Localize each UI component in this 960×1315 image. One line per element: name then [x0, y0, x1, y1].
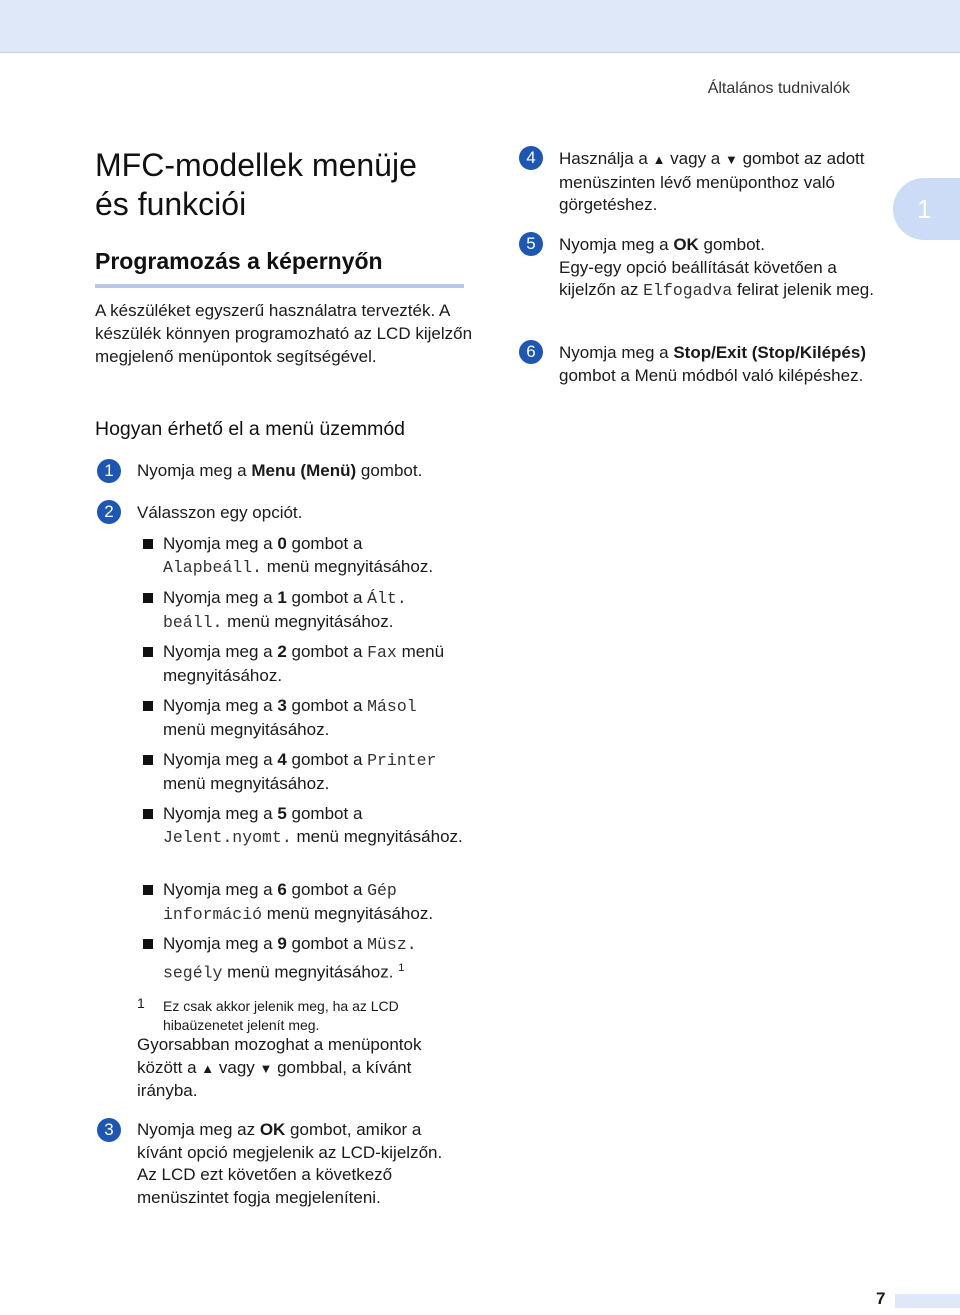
section-intro: A készüléket egyszerű használatra tervezték. A készülék könnyen programozható az LCD kijelzőn megjelenő menüpontok segítségével. [95, 301, 473, 366]
footnote-text: Ez csak akkor jelenik meg, ha az LCD hibaüzenetet jelenít meg. [163, 998, 399, 1033]
lcd-menu-name: Müsz. segély [163, 935, 417, 983]
option-item: Nyomja meg a 6 gombot a Gép információ menü megnyitásához. [143, 879, 473, 926]
step-3-text: Nyomja meg az OK gombot, amikor a kívánt opció megjelenik az LCD-kijelzőn. Az LCD ezt követően a következő menüszintet fogja megjeleníteni. [137, 1120, 443, 1207]
lcd-menu-name: Másol [367, 697, 417, 716]
page-number-bar [895, 1294, 960, 1308]
page-title [95, 146, 417, 224]
lcd-menu-name: Fax [367, 643, 397, 662]
step-6-number: 6 [519, 340, 543, 364]
step-1-text: Nyomja meg a Menu (Menü) gombot. [137, 461, 423, 480]
option-item: Nyomja meg a 5 gombot a Jelent.nyomt. menü megnyitásához. [143, 803, 473, 849]
page-number: 7 [876, 1289, 886, 1308]
down-arrow-icon: ▼ [259, 1060, 273, 1076]
subsection-heading: Hogyan érhető el a menü üzemmód [95, 418, 406, 440]
chapter-tab [893, 178, 960, 240]
lcd-message: Elfogadva [643, 281, 733, 301]
step-3-note: Az LCD ezt követően a következő menüszintet fogja megjeleníteni. [137, 1165, 393, 1207]
down-arrow-icon: ▼ [724, 152, 738, 167]
step-6-text: Nyomja meg a Stop/Exit (Stop/Kilépés) gombot a Menü módból való kilépéshez. [559, 343, 867, 385]
section-rule [95, 284, 464, 288]
chapter-number: 1 [917, 194, 932, 224]
lcd-menu-name: Alapbeáll. [163, 557, 263, 577]
top-banner [0, 0, 960, 52]
step-2-text: Válasszon egy opciót. [137, 503, 303, 522]
step-4-number: 4 [519, 146, 543, 170]
lcd-menu-name: Gép információ [163, 881, 397, 924]
step-4-text: Használja a ▲ vagy a ▼ gombot az adott menüszinten lévő menüponthoz való görgetéshez. [559, 149, 865, 215]
lcd-menu-name: Printer [367, 751, 437, 770]
footnote-ref: 1 [398, 961, 405, 974]
option-item: Nyomja meg a 1 gombot a Ált. beáll. menü megnyitásához. [143, 587, 473, 634]
section-heading: Programozás a képernyőn [95, 248, 383, 274]
page-title-line2: és funkciói [95, 186, 247, 222]
up-arrow-icon: ▲ [652, 152, 666, 167]
step-1-number: 1 [97, 459, 121, 483]
option-item: Nyomja meg a 3 gombot a Másol menü megnyitásához. [143, 695, 473, 741]
scroll-hint: Gyorsabban mozoghat a menüpontok között a ▲ vagy ▼ gombbal, a kívánt irányba. [137, 1035, 422, 1101]
lcd-menu-name: Jelent.nyomt. [163, 827, 292, 847]
running-header: Általános tudnivalók [707, 80, 850, 97]
menu-key-label: Menu (Menü) [251, 461, 357, 480]
top-banner-divider [0, 52, 960, 53]
lcd-menu-name: Ált. beáll. [163, 589, 407, 632]
step-3-number: 3 [97, 1118, 121, 1142]
up-arrow-icon: ▲ [201, 1060, 215, 1076]
step-2-number: 2 [97, 500, 121, 524]
step-5-number: 5 [519, 232, 543, 256]
page-title-line1: MFC-modellek menüje [95, 147, 417, 183]
option-item: Nyomja meg a 0 gombot a Alapbeáll. menü megnyitásához. [143, 533, 473, 579]
footnote-mark: 1 [137, 995, 145, 1011]
step-5-text: Nyomja meg a OK gombot. Egy-egy opció beállítását követően a kijelzőn az Elfogadva felirat jelenik meg. [559, 235, 874, 301]
option-item: Nyomja meg a 9 gombot a Müsz. segély menü megnyitásához. $^1$ [143, 933, 473, 985]
option-item: Nyomja meg a 2 gombot a Fax menü megnyitásához. [143, 641, 473, 687]
option-item: Nyomja meg a 4 gombot a Printer menü megnyitásához. [143, 749, 473, 795]
